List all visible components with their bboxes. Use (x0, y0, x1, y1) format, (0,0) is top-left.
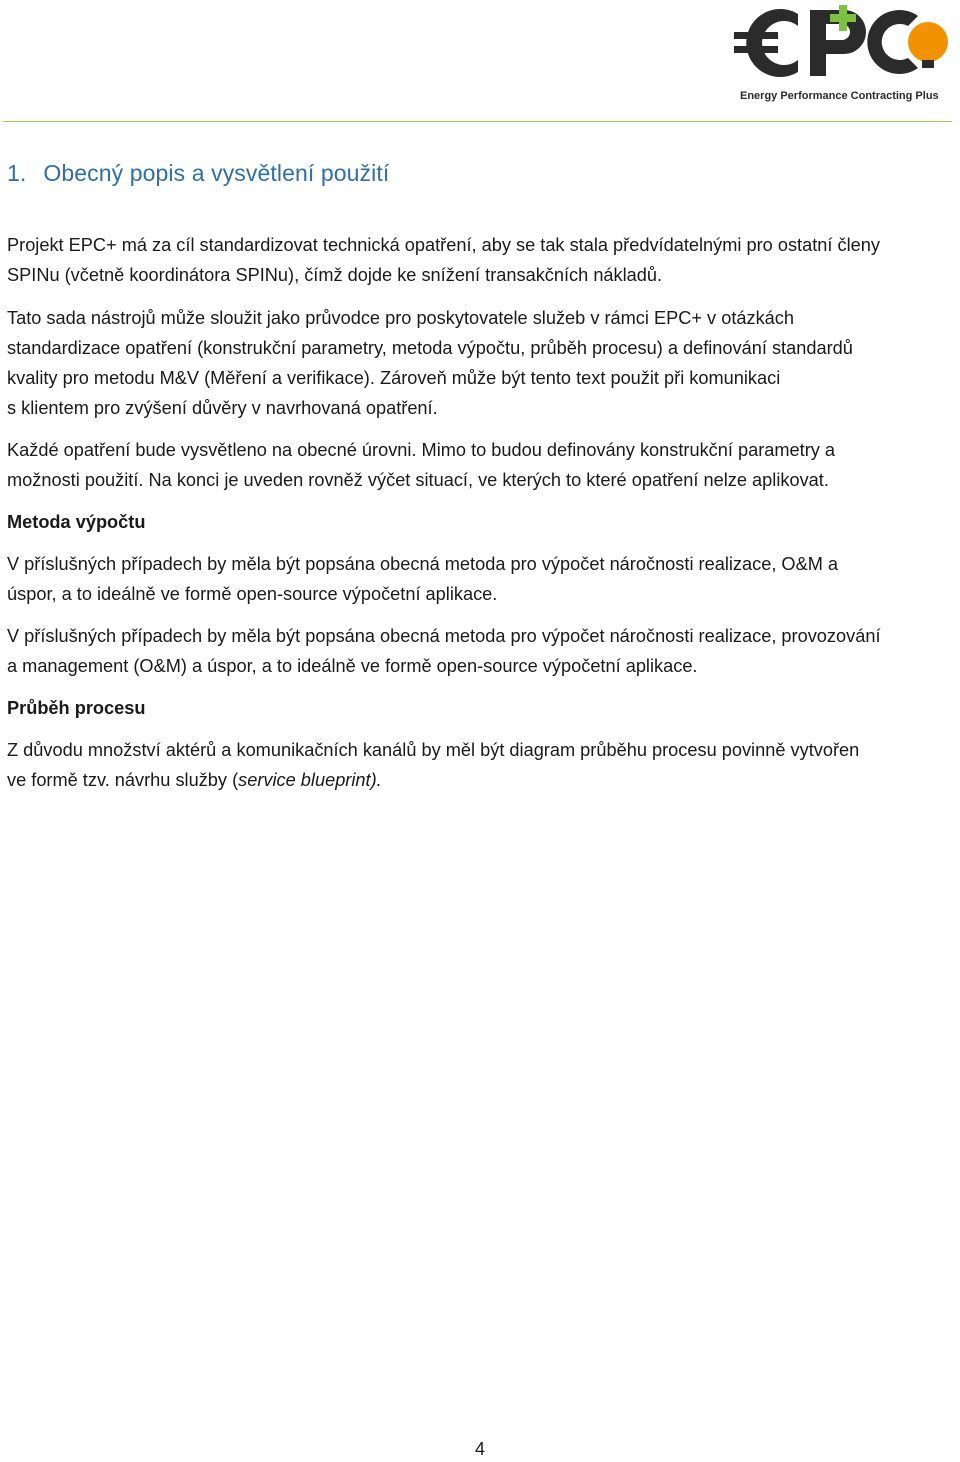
section-title: Obecný popis a vysvětlení použití (43, 160, 390, 186)
page-header (0, 0, 960, 125)
paragraph-line: Tato sada nástrojů může sloužit jako průvodce pro poskytovatele služeb v rámci EPC+ v otázkách (7, 308, 794, 328)
paragraph-line: Z důvodu množství aktérů a komunikačních kanálů by měl být diagram průběhu procesu povinně vytvořen (7, 740, 860, 760)
italic-term: service blueprint). (238, 770, 382, 790)
paragraph-toolkit (7, 303, 952, 423)
paragraph-line: Každé opatření bude vysvětleno na obecné úrovni. Mimo to budou definovány konstrukční parametry a (7, 440, 836, 460)
paragraph-line: V příslušných případech by měla být popsána obecná metoda pro výpočet náročnosti realizace, O&M a (7, 554, 839, 574)
paragraph-line: kvality pro metodu M&V (Měření a verifikace). Zároveň může být tento text použit při komunikaci (7, 368, 781, 388)
logo-tagline: Energy Performance Contracting Plus (740, 90, 939, 102)
paragraph-line: úspor, a to ideálně ve formě open-source výpočetní aplikace. (7, 584, 498, 604)
subheading-method: Metoda výpočtu (7, 512, 146, 532)
logo-graphic (732, 2, 960, 106)
paragraph-intro (7, 230, 952, 290)
paragraph-line: s klientem pro zvýšení důvěry v navrhovaná opatření. (7, 398, 438, 418)
paragraph-text: ve formě tzv. návrhu služby ( (7, 770, 239, 790)
header-rule (3, 121, 952, 122)
paragraph-line: V příslušných případech by měla být popsána obecná metoda pro výpočet náročnosti realizace, provozování (7, 626, 881, 646)
section-number: 1. (7, 160, 27, 186)
page-number: 4 (474, 1439, 485, 1459)
epc-plus-logo (732, 2, 960, 106)
section-heading (7, 160, 389, 187)
paragraph-method-2 (7, 621, 952, 681)
subheading-process: Průběh procesu (7, 698, 146, 718)
paragraph-line (7, 765, 952, 795)
paragraph-line: Projekt EPC+ má za cíl standardizovat technická opatření, aby se tak stala předvídatelnými pro ostatní členy (7, 235, 880, 255)
paragraph-line: možnosti použití. Na konci je uveden rovněž výčet situací, ve kterých to které opatření nelze aplikovat. (7, 470, 829, 490)
paragraph-line: a management (O&M) a úspor, a to ideálně ve formě open-source výpočetní aplikace. (7, 656, 698, 676)
paragraph-line: standardizace opatření (konstrukční parametry, metoda výpočtu, průběh procesu) a definování standardů (7, 338, 853, 358)
paragraph-method-1 (7, 549, 952, 609)
paragraph-process (7, 735, 952, 795)
paragraph-measures (7, 435, 952, 495)
paragraph-line: SPINu (včetně koordinátora SPINu), čímž dojde ke snížení transakčních nákladů. (7, 265, 663, 285)
